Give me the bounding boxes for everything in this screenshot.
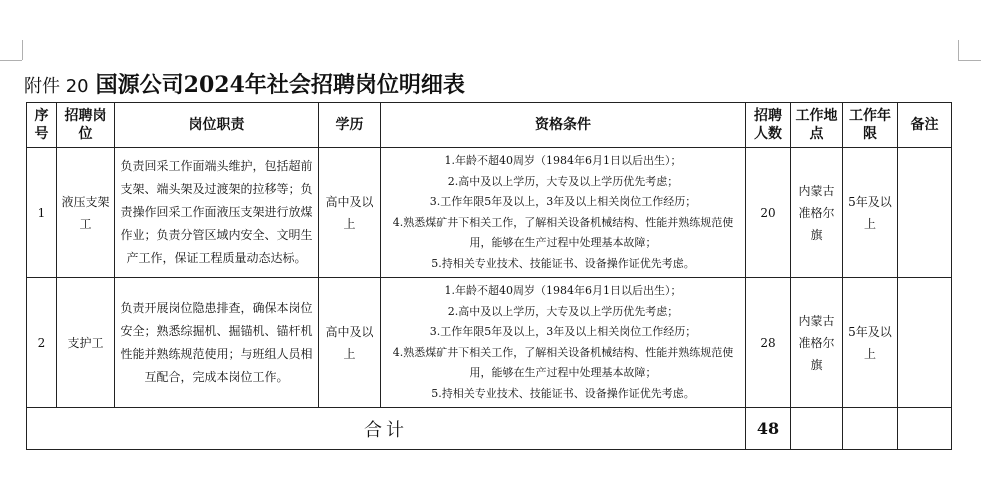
page-title: [24, 70, 465, 102]
row-duty: 负责回采工作面端头维护，包括超前支架、端头架及过渡架的拉移等；负责操作回采工作面液压支架进行放煤作业；负责分管区域内安全、文明生产工作，保证工程质量动态达标。: [115, 148, 319, 278]
row-qualifications: [381, 148, 746, 278]
qualification-item: 2.高中及以上学历，大专及以上学历优先考虑；: [447, 174, 679, 188]
crop-mark-top-right-horizontal: [958, 60, 981, 61]
crop-mark-top-right: [958, 40, 971, 60]
header-location: 工作地点: [791, 103, 843, 148]
row-duty: 负责开展岗位隐患排查，确保本岗位安全；熟悉综掘机、掘锚机、锚杆机性能并熟练规范使用；与班组人员相互配合，完成本岗位工作。: [115, 278, 319, 408]
header-duty: 岗位职责: [115, 103, 319, 148]
qualification-item: 4.熟悉煤矿井下相关工作，了解相关设备机械结构、性能并熟练规范使用，能够在生产过程中处理基本故障；: [392, 215, 734, 249]
header-seq: 序号: [27, 103, 57, 148]
qualification-item: 2.高中及以上学历，大专及以上学历优先考虑；: [447, 304, 679, 318]
crop-mark-top-left: [10, 40, 23, 60]
qualification-item: 4.熟悉煤矿井下相关工作，了解相关设备机械结构、性能并熟练规范使用，能够在生产过程中处理基本故障；: [392, 345, 734, 379]
header-education: 学历: [319, 103, 381, 148]
table-title: 国源公司2024年社会招聘岗位明细表: [95, 72, 465, 98]
row-remarks: [898, 148, 952, 278]
qualification-item: 1.年龄不超40周岁（1984年6月1日以后出生）；: [444, 154, 682, 167]
qualification-item: 5.持相关专业技术、技能证书、设备操作证优先考虑。: [431, 256, 695, 270]
qualification-item: 5.持相关专业技术、技能证书、设备操作证优先考虑。: [431, 386, 695, 400]
row-education: 高中及以上: [319, 278, 381, 408]
row-location: 内蒙古准格尔旗: [791, 148, 843, 278]
qualification-item: 1.年龄不超40周岁（1984年6月1日以后出生）；: [444, 284, 682, 297]
header-count: 招聘人数: [746, 103, 791, 148]
crop-mark-top-left-horizontal: [0, 60, 22, 61]
row-remarks: [898, 278, 952, 408]
row-years: 5年及以上: [843, 148, 898, 278]
total-row: [27, 408, 952, 450]
header-years: 工作年限: [843, 103, 898, 148]
table-row: [27, 148, 952, 278]
attachment-label: 附件 20: [24, 76, 89, 97]
row-qualifications: [381, 278, 746, 408]
row-years: 5年及以上: [843, 278, 898, 408]
row-education: 高中及以上: [319, 148, 381, 278]
row-count: 28: [746, 278, 791, 408]
qualification-item: 3.工作年限5年及以上，3年及以上相关岗位工作经历；: [429, 325, 697, 338]
total-count: 48: [746, 408, 791, 450]
recruitment-table: [26, 102, 952, 450]
header-row: [27, 103, 952, 148]
header-remarks: 备注: [898, 103, 952, 148]
table-row: [27, 278, 952, 408]
total-label: 合计: [27, 408, 746, 450]
row-count: 20: [746, 148, 791, 278]
header-post: 招聘岗位: [57, 103, 115, 148]
row-seq: 1: [27, 148, 57, 278]
total-years-empty: [843, 408, 898, 450]
total-remarks-empty: [898, 408, 952, 450]
row-post: 液压支架工: [57, 148, 115, 278]
row-location: 内蒙古准格尔旗: [791, 278, 843, 408]
row-seq: 2: [27, 278, 57, 408]
row-post: 支护工: [57, 278, 115, 408]
total-location-empty: [791, 408, 843, 450]
header-qualifications: 资格条件: [381, 103, 746, 148]
qualification-item: 3.工作年限5年及以上，3年及以上相关岗位工作经历；: [429, 195, 697, 208]
